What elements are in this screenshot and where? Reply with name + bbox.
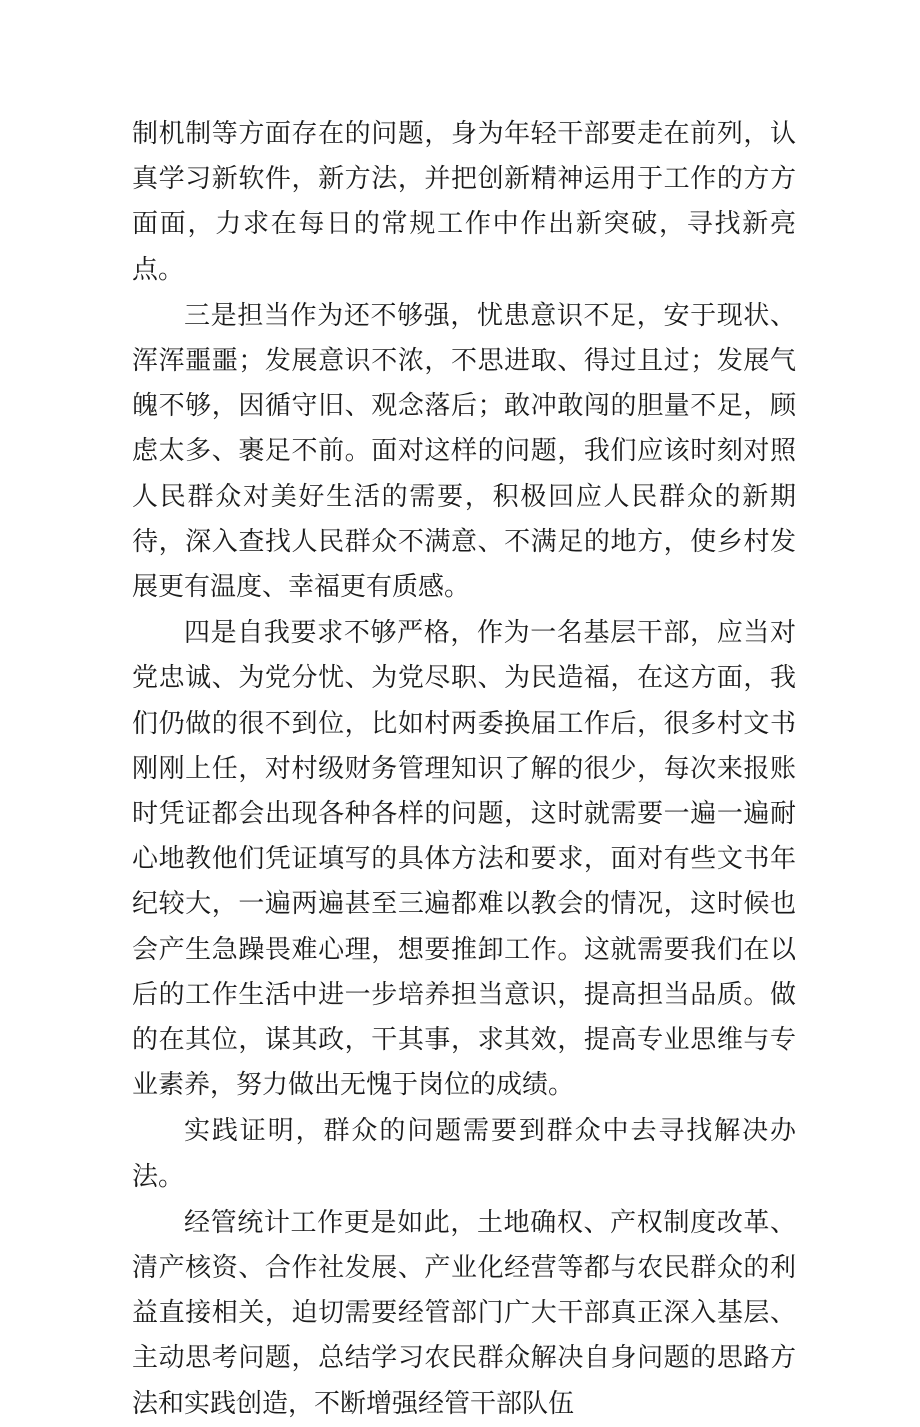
paragraph-fourth-point: 四是自我要求不够严格，作为一名基层干部，应当对党忠诚、为党分忧、为党尽职、为民造福，在这方面，我们仍做的很不到位，比如村两委换届工作后，很多村文书刚刚上任，对村级财务管理知识了解的很少，每次来报账时凭证都会出现各种各样的问题，这时就需要一遍一遍耐心地教他们凭证填写的具体方法和要求，面对有些文书年纪较大，一遍两遍甚至三遍都难以教会的情况，这时候也会产生急躁畏难心理，想要推卸工作。这就需要我们在以后的工作生活中进一步培养担当意识，提高担当品质。做的在其位，谋其政，干其事，求其效，提高专业思维与专业素养，努力做出无愧于岗位的成绩。	[132, 618, 796, 1101]
paragraph-practice-proof: 实践证明，群众的问题需要到群众中去寻找解决办法。	[132, 1116, 796, 1192]
paragraph-management-statistics: 经管统计工作更是如此，土地确权、产权制度改革、清产核资、合作社发展、产业化经营等都与农民群众的利益直接相关，迫切需要经管部门广大干部真正深入基层、主动思考问题，总结学习农民群众解决自身问题的思路方法和实践创造，不断增强经管干部队伍	[132, 1207, 796, 1419]
document-body	[132, 112, 796, 1427]
paragraph-continuation: 制机制等方面存在的问题，身为年轻干部要走在前列，认真学习新软件，新方法，并把创新精神运用于工作的方方面面，力求在每日的常规工作中作出新突破，寻找新亮点。	[132, 119, 796, 285]
paragraph-third-point: 三是担当作为还不够强，忧患意识不足，安于现状、浑浑噩噩；发展意识不浓，不思进取、得过且过；发展气魄不够，因循守旧、观念落后；敢冲敢闯的胆量不足，顾虑太多、裹足不前。面对这样的问题，我们应该时刻对照人民群众对美好生活的需要，积极回应人民群众的新期待，深入查找人民群众不满意、不满足的地方，使乡村发展更有温度、幸福更有质感。	[132, 300, 796, 603]
